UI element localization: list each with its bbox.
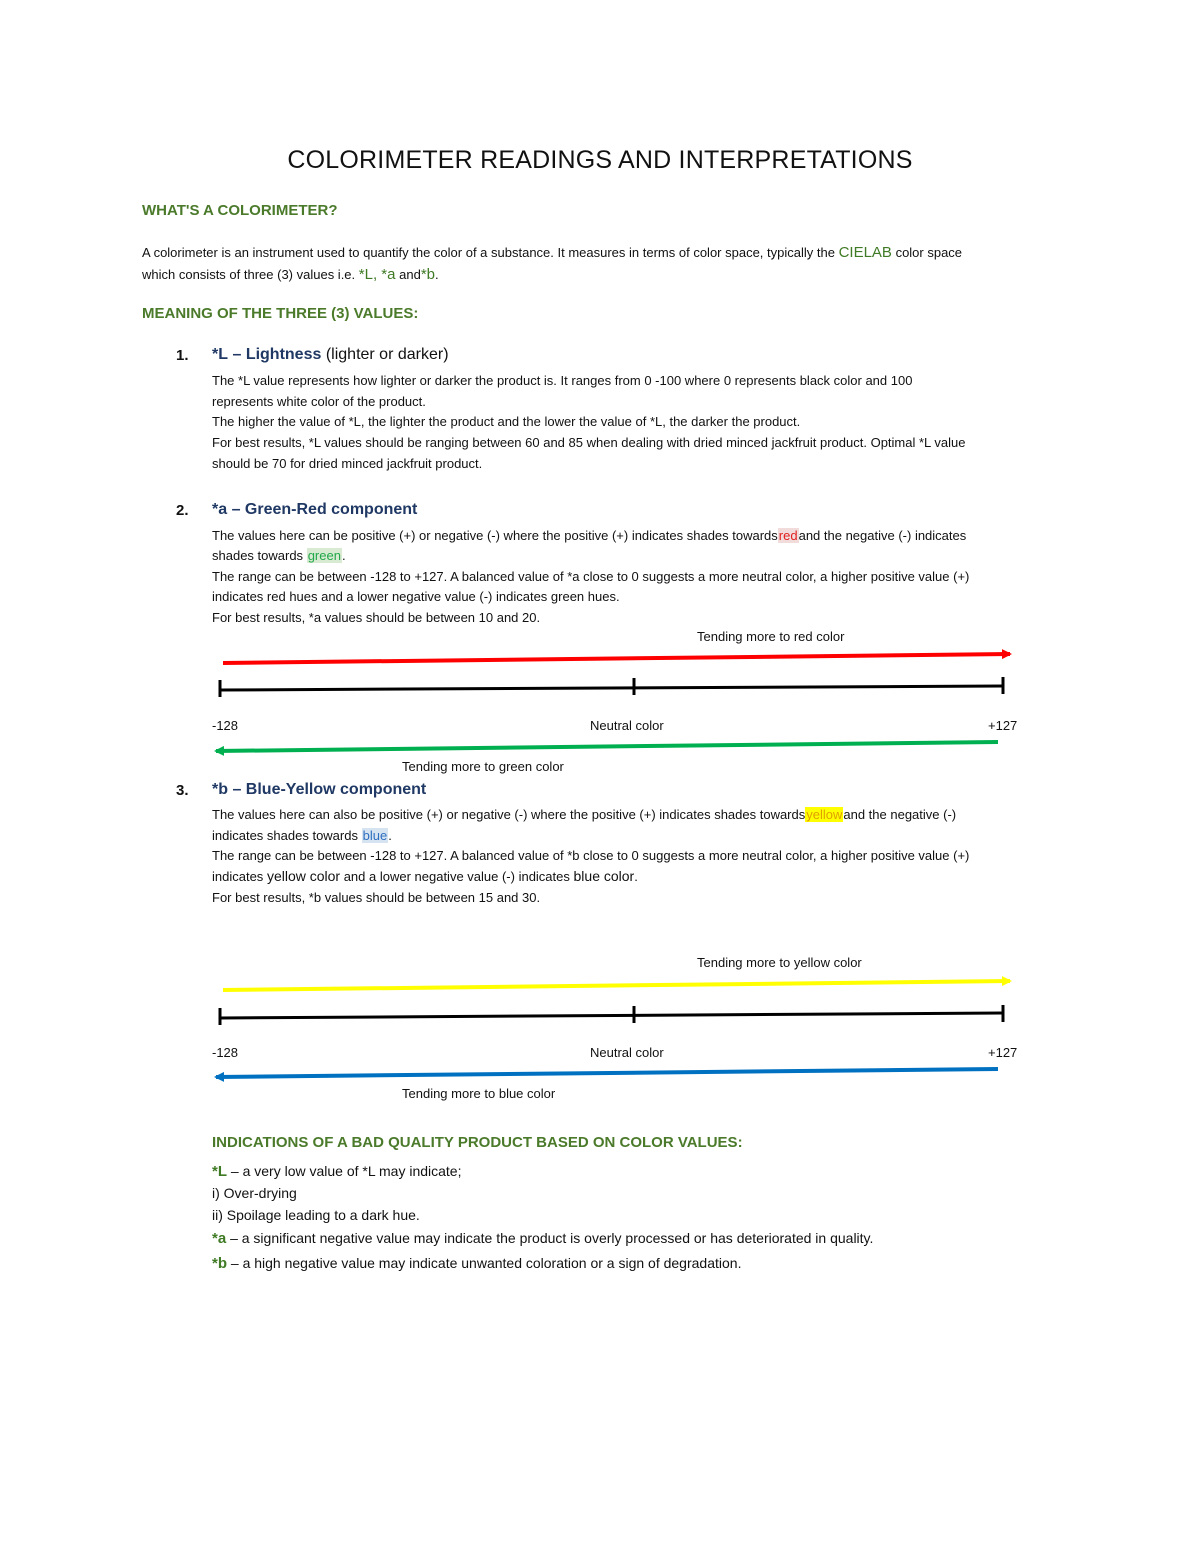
- item-number-3: 3.: [176, 782, 189, 799]
- bad-l-item-2: ii) Spoilage leading to a dark hue.: [212, 1207, 420, 1223]
- item3-text: The values here can also be positive (+) or negative (-) where the positive (+) indicates shades towards: [212, 807, 806, 822]
- item-heading-green-red: *a – Green-Red component: [212, 501, 418, 518]
- lightness-name: Lightness: [245, 346, 322, 363]
- item2-line-4: indicates red hues and a lower negative value (-) indicates green hues.: [212, 589, 620, 604]
- intro-text: A colorimeter is an instrument used to quantify the color of a substance. It measures in terms of color space, typically the: [142, 245, 835, 260]
- item3-line-5: For best results, *b values should be between 15 and 30.: [212, 890, 541, 905]
- scale-a-bottom-label: Tending more to green color: [402, 759, 564, 774]
- item3-line-3: The range can be between -128 to +127. A balanced value of *b close to 0 suggests a more neutral color, a higher positive value (+): [212, 848, 970, 863]
- item3-text-4b: and a lower negative value (-) indicates: [343, 869, 570, 884]
- bad-l-key: *L: [212, 1163, 227, 1180]
- item-number-2: 2.: [176, 502, 189, 519]
- item2-text: The values here can be positive (+) or negative (-) where the positive (+) indicates shades towards: [212, 528, 778, 543]
- scale-b-top-label: Tending more to yellow color: [697, 955, 862, 970]
- intro-text-end: color space: [895, 245, 963, 260]
- item2-line-5: For best results, *a values should be between 10 and 20.: [212, 610, 541, 625]
- scale-b-max: +127: [988, 1045, 1018, 1060]
- yellow-highlight: yellow: [806, 807, 843, 822]
- bad-l-text: – a very low value of *L may indicate;: [230, 1163, 462, 1179]
- item1-line-5: should be 70 for dried minced jackfruit product.: [212, 456, 483, 471]
- bad-a-key: *a: [212, 1230, 227, 1247]
- yellow-color-text: yellow color: [266, 868, 341, 884]
- dash: –: [232, 346, 242, 363]
- green-highlight: green: [307, 548, 341, 563]
- b-term: *b: [420, 266, 435, 283]
- cielab-term: CIELAB: [838, 244, 892, 261]
- section-heading-meaning: MEANING OF THE THREE (3) VALUES:: [142, 305, 419, 322]
- item1-line-2: represents white color of the product.: [212, 394, 426, 409]
- values-terms: *L, *a: [358, 266, 396, 283]
- scale-b-mid: Neutral color: [590, 1045, 664, 1060]
- blue-highlight: blue: [362, 828, 388, 843]
- item3-text-b: and the negative (-): [843, 807, 957, 822]
- intro-text-2: which consists of three (3) values i.e.: [142, 267, 356, 282]
- blue-color-text: blue color: [573, 868, 635, 884]
- period: .: [435, 267, 439, 282]
- item-number-1: 1.: [176, 347, 189, 364]
- and-text: and: [399, 267, 421, 282]
- item2-text-2: shades towards: [212, 548, 304, 563]
- bad-a-text: – a significant negative value may indicate the product is overly processed or has deteriorated in quality.: [230, 1230, 874, 1246]
- bad-b-key: *b: [212, 1255, 227, 1272]
- scale-a-min: -128: [212, 718, 239, 733]
- item1-line-3: The higher the value of *L, the lighter the product and the lower the value of *L, the darker the product.: [212, 414, 801, 429]
- item1-line-4: For best results, *L values should be ranging between 60 and 85 when dealing with dried minced jackfruit product. Optimal *L value: [212, 435, 966, 450]
- green-arrow: [216, 742, 998, 751]
- bad-b-text: – a high negative value may indicate unwanted coloration or a sign of degradation.: [230, 1255, 742, 1271]
- red-arrow: [223, 654, 1010, 663]
- item2-line-3: The range can be between -128 to +127. A balanced value of *a close to 0 suggests a more neutral color, a higher positive value (+): [212, 569, 970, 584]
- item3-text-4a: indicates: [212, 869, 264, 884]
- scale-a-top-label: Tending more to red color: [697, 629, 845, 644]
- scale-b-axis: [220, 1013, 1003, 1018]
- period: .: [634, 869, 638, 884]
- lightness-paren: (lighter or darker): [325, 346, 449, 363]
- scale-b-min: -128: [212, 1045, 239, 1060]
- scale-a-mid: Neutral color: [590, 718, 664, 733]
- scale-a-axis: [220, 686, 1003, 690]
- item3-text-2: indicates shades towards: [212, 828, 358, 843]
- period: .: [388, 828, 392, 843]
- item1-line-1: The *L value represents how lighter or darker the product is. It ranges from 0 -100 where 0 represents black color and 100: [212, 373, 913, 388]
- page-title: COLORIMETER READINGS AND INTERPRETATIONS: [287, 146, 913, 174]
- scale-b-bottom-label: Tending more to blue color: [402, 1086, 556, 1101]
- item2-text-b: and the negative (-) indicates: [798, 528, 967, 543]
- item-heading-blue-yellow: *b – Blue-Yellow component: [212, 781, 427, 798]
- period: .: [341, 548, 346, 563]
- red-highlight: red: [778, 528, 798, 543]
- bad-l-item-1: i) Over-drying: [212, 1185, 297, 1201]
- section-heading-bad-quality: INDICATIONS OF A BAD QUALITY PRODUCT BASED ON COLOR VALUES:: [212, 1134, 743, 1151]
- blue-arrow: [216, 1069, 998, 1077]
- yellow-arrow: [223, 981, 1010, 990]
- scale-a-max: +127: [988, 718, 1018, 733]
- l-key: *L: [212, 346, 228, 363]
- section-heading-colorimeter: WHAT'S A COLORIMETER?: [142, 202, 338, 219]
